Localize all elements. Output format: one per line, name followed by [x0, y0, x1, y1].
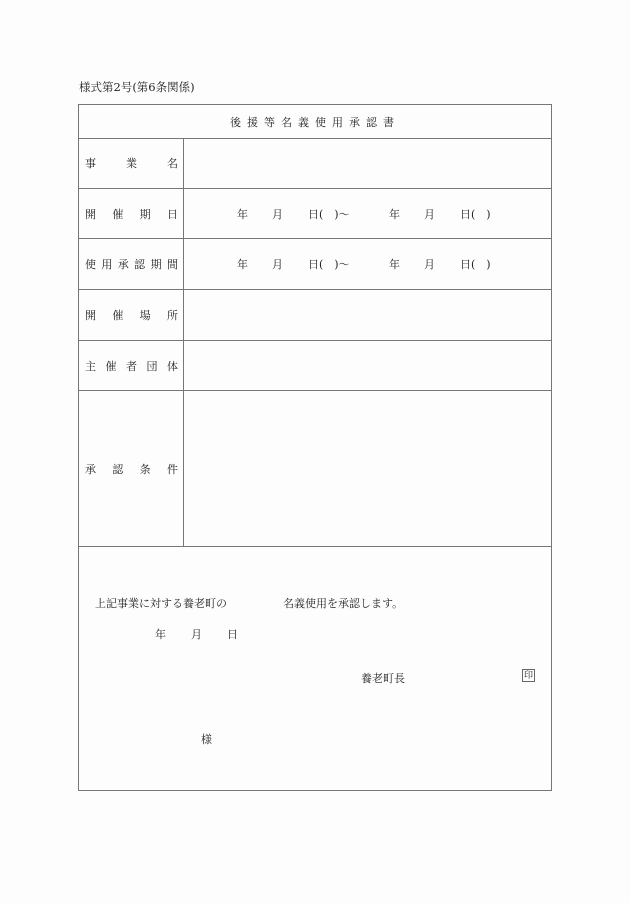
- venue-field[interactable]: [184, 290, 551, 340]
- approval-statement-part2: 名義使用を承認します。: [283, 597, 404, 610]
- label-conditions: 承 認 条 件: [79, 391, 184, 546]
- row-conditions: [79, 391, 551, 547]
- seal-mark: 印: [523, 671, 533, 681]
- label-approval-period: 使 用 承 認 期 間: [79, 239, 184, 289]
- row-project-name: [79, 138, 551, 189]
- organizer-field[interactable]: [184, 341, 551, 390]
- form-number-label: 様式第2号(第6条関係): [79, 80, 195, 94]
- row-approval-period: [79, 239, 551, 290]
- approval-name-field[interactable]: [196, 593, 276, 609]
- row-organizer: [79, 341, 551, 391]
- row-event-date: [79, 189, 551, 239]
- label-event-date: 開 催 期 日: [79, 189, 184, 238]
- project-name-field[interactable]: [184, 138, 551, 188]
- label-project-name: 事 業 名: [79, 138, 184, 188]
- row-venue: [79, 290, 551, 341]
- approval-form-table: [78, 104, 552, 791]
- mayor-title: 養老町長: [361, 672, 405, 685]
- approval-period-field[interactable]: 年 月 日( )～ 年 月 日( ): [237, 258, 491, 271]
- approval-date-month: 月: [191, 628, 202, 641]
- approval-statement-part1: 上記事業に対する養老町の: [95, 597, 227, 610]
- event-date-field[interactable]: 年 月 日( )～ 年 月 日( ): [237, 207, 491, 221]
- conditions-field[interactable]: [184, 391, 551, 546]
- approval-date-day: 日: [227, 628, 238, 641]
- form-title: 後援等名義使用承認書: [79, 105, 551, 139]
- label-organizer: 主 催 者 団 体: [79, 341, 184, 390]
- label-venue: 開 催 場 所: [79, 290, 184, 340]
- approval-date-year: 年: [155, 628, 166, 641]
- addressee-suffix: 様: [201, 733, 212, 746]
